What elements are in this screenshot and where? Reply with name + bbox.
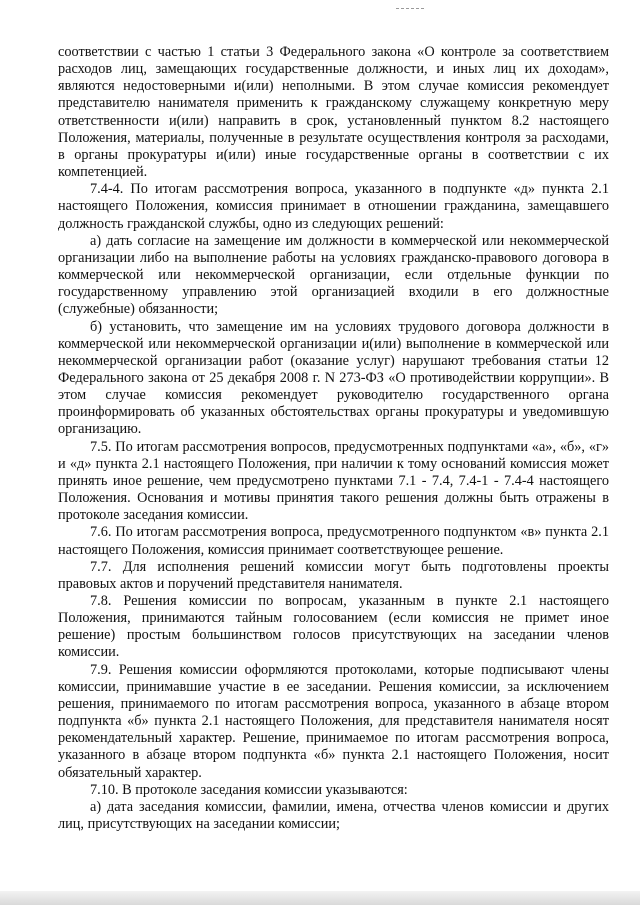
paragraph-7-4-4: 7.4-4. По итогам рассмотрения вопроса, указанного в подпункте «д» пункта 2.1 настоящего Положения, комиссия принимает в отношении гражданина, замещавшего должность гражданской службы, одно из следующих решений: (58, 181, 609, 232)
paragraph-continuation: соответствии с частью 1 статьи 3 Федерального закона «О контроле за соответствием расходов лиц, замещающих государственные должности, и иных лиц их доходам», являются недостоверными и(или) неполными. В этом случае комиссия рекомендует представителю нанимателя применить к гражданскому служащему конкретную меру ответственности и(или) направить в срок, установленный пунктом 8.2 настоящего Положения, материалы, полученные в результате осуществления контроля за расходами, в органы прокуратуры и(или) иные государственные органы в соответствии с их компетенцией. (58, 44, 609, 181)
paragraph-7-6: 7.6. По итогам рассмотрения вопроса, предусмотренного подпунктом «в» пункта 2.1 настоящего Положения, комиссия принимает соответствующее решение. (58, 524, 609, 558)
paragraph-7-4-4-b: б) установить, что замещение им на условиях трудового договора должности в коммерческой или некоммерческой организации и(или) выполнение в коммерческой или некоммерческой организации работ (оказание услуг) нарушают требования статьи 12 Федерального закона от 25 декабря 2008 г. N 273-ФЗ «О противодействии коррупции». В этом случае комиссия рекомендует руководителю государственного органа проинформировать об указанных обстоятельствах органы прокуратуры и уведомившую организацию. (58, 318, 609, 438)
paragraph-7-10: 7.10. В протоколе заседания комиссии указываются: (90, 781, 408, 798)
scan-bottom-edge (0, 891, 640, 905)
document-body (58, 44, 609, 833)
paragraph-7-9: 7.9. Решения комиссии оформляются протоколами, которые подписывают члены комиссии, принимавшие участие в ее заседании. Решения комиссии, за исключением решения, принимаемого по итогам рассмотрения вопроса, указанного в абзаце втором подпункта «б» пункта 2.1 настоящего Положения, для представителя нанимателя носят рекомендательный характер. Решение, принимаемое по итогам рассмотрения вопроса, указанного в абзаце втором подпункта «б» пункта 2.1 настоящего Положения, носит обязательный характер. (58, 661, 609, 781)
paragraph-7-7: 7.7. Для исполнения решений комиссии могут быть подготовлены проекты правовых актов и поручений представителя нанимателя. (58, 558, 609, 592)
paragraph-7-4-4-a: а) дать согласие на замещение им должности в коммерческой или некоммерческой организации либо на выполнение работы на условиях гражданско-правового договора в коммерческой или некоммерческой организации, если отдельные функции по государственному управлению этой организацией входили в его должностные (служебные) обязанности; (58, 232, 609, 318)
paragraph-7-10-a: а) дата заседания комиссии, фамилии, имена, отчества членов комиссии и других лиц, присутствующих на заседании комиссии; (58, 798, 609, 833)
paragraph-7-5: 7.5. По итогам рассмотрения вопросов, предусмотренных подпунктами «а», «б», «г» и «д» пункта 2.1 настоящего Положения, при наличии к тому оснований комиссия может принять иное решение, чем предусмотрено пунктами 7.1 - 7.4, 7.4-1 - 7.4-4 настоящего Положения. Основания и мотивы принятия такого решения должны быть отражены в протоколе заседания комиссии. (58, 438, 609, 524)
scan-top-mark (396, 8, 424, 9)
paragraph-7-8: 7.8. Решения комиссии по вопросам, указанным в пункте 2.1 настоящего Положения, принимаются тайным голосованием (если комиссия не примет иное решение) простым большинством голосов присутствующих на заседании членов комиссии. (58, 593, 609, 661)
